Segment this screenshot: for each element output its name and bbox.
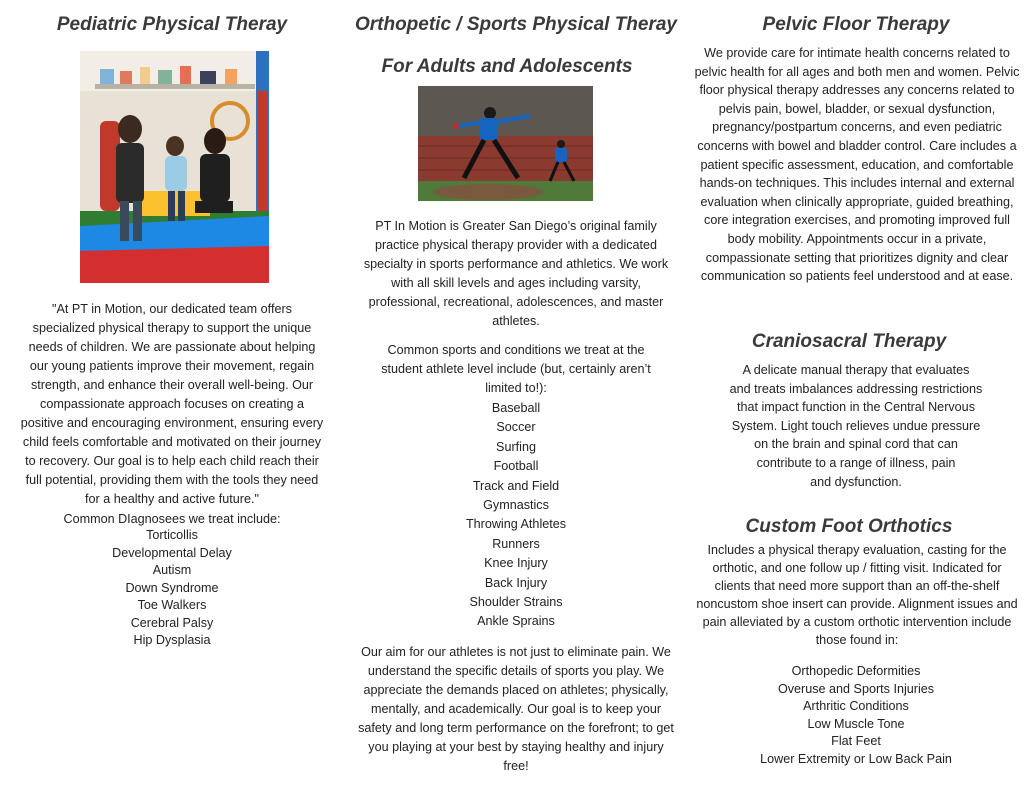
- list-item: Cerebral Palsy: [130, 615, 214, 630]
- sports-intro: PT In Motion is Greater San Diego’s original family practice physical therapy provider with a dedicated specialty in sports performance and athletics. We work with all skill levels and ages including varsity, professional, recreational, adolescences, and master athletes.: [363, 219, 669, 328]
- list-item: Toe Walkers: [137, 598, 207, 612]
- list-item: Football: [493, 459, 539, 474]
- list-item: Surfing: [496, 439, 536, 454]
- list-item: Flat Feet: [831, 734, 881, 748]
- list-item: Runners: [492, 536, 540, 551]
- text-line: and dysfunction.: [810, 474, 902, 489]
- list-item: Torticollis: [146, 528, 198, 542]
- list-item: Shoulder Strains: [469, 595, 563, 610]
- text-line: contribute to a range of illness, pain: [756, 455, 956, 470]
- cranio-text: [688, 361, 1024, 491]
- list-item: Orthopedic Deformities: [791, 664, 921, 678]
- diagnoses-list: [0, 527, 344, 650]
- pelvic-heading: Pelvic Floor Therapy: [762, 14, 950, 35]
- list-item: Track and Field: [472, 478, 560, 493]
- sports-subheading: For Adults and Adolescents: [381, 56, 633, 77]
- sports-heading: Orthopetic / Sports Physical Theray: [354, 14, 678, 35]
- list-item: Soccer: [496, 420, 536, 435]
- pediatric-list-title: Common DIagnosees we treat include:: [63, 512, 281, 526]
- list-item: Overuse and Sports Injuries: [777, 681, 935, 696]
- orthotics-text: Includes a physical therapy evaluation, casting for the orthotic, and one follow up / fitting visit. Indicated for clients that need more support than an off-the-shelf noncustom shoe insert can provide. Alignment issues and pain alleviated by a custom orthotic intervention include those found in:: [696, 543, 1018, 647]
- list-item: Ankle Sprains: [477, 614, 555, 629]
- list-item: Back Injury: [484, 575, 548, 590]
- text-line: and treats imbalances addressing restrictions: [729, 381, 983, 396]
- list-item: Arthritic Conditions: [803, 699, 909, 713]
- baseball-pitcher-photo: [418, 86, 593, 201]
- sports-list-title: Common sports and conditions we treat at the student athlete level include (but, certainly aren’t limited to!):: [381, 343, 651, 395]
- list-item: Knee Injury: [484, 556, 548, 571]
- sports-closing: Our aim for our athletes is not just to eliminate pain. We understand the specific details of sports you play. We appreciate the demands placed on athletes; physically, mentally, and academically. Our goal is to keep your safety and long term performance on the forefront; to get you playing at your best by staying healthy and injury free!: [358, 645, 674, 773]
- text-line: on the brain and spinal cord that can: [754, 437, 958, 452]
- text-line: System. Light touch relieves undue pressure: [731, 418, 981, 433]
- sports-list: [344, 399, 688, 632]
- orthotics-heading: Custom Foot Orthotics: [745, 516, 953, 537]
- list-item: Baseball: [491, 401, 541, 415]
- list-item: Down Syndrome: [125, 580, 219, 595]
- cranio-heading: Craniosacral Therapy: [751, 331, 947, 352]
- pediatric-heading: Pediatric Physical Theray: [56, 14, 288, 35]
- pediatric-therapy-photo: [80, 51, 269, 283]
- text-line: that impact function in the Central Nervous: [736, 400, 975, 415]
- list-item: Gymnastics: [483, 498, 549, 513]
- list-item: Lower Extremity or Low Back Pain: [760, 751, 952, 766]
- orthotics-list: [688, 663, 1024, 768]
- list-item: Low Muscle Tone: [807, 716, 905, 731]
- pelvic-text: We provide care for intimate health concerns related to pelvic health for all ages and both men and women. Pelvic floor physical therapy addresses any concerns related to pelvis pain, bowel, bladder, or sexual dysfunction, pregnancy/postpartum concerns, and even pediatric concerns with bowel and bladder control. Care includes a patient specific assessment, education, and comfortable hands-on techniques. This includes internal and external evaluation when clinically appropriate, guided breathing, core integration exercises, and promoting improved full body mobility. Appointments occur in a private, compassionate setting that prioritizes dignity and clear communication so patients feel understood and at ease.: [694, 46, 1020, 284]
- list-item: Autism: [152, 563, 192, 577]
- pediatric-quote: "At PT in Motion, our dedicated team offers specialized physical therapy to support the unique needs of children. We are passionate about helping our young patients improve their movement, regain strength, and enhance their overall well-being. Our compassionate approach focuses on creating a positive and encouraging environment, ensuring every child feels comfortable and motivated on their journey to recovery. Our goal is to help each child reach their full potential, providing them with the tools they need for a healthy and active future.": [20, 302, 324, 506]
- list-item: Throwing Athletes: [465, 517, 567, 532]
- list-item: Hip Dysplasia: [133, 633, 211, 647]
- text-line: A delicate manual therapy that evaluates: [742, 363, 970, 377]
- list-item: Developmental Delay: [112, 545, 232, 560]
